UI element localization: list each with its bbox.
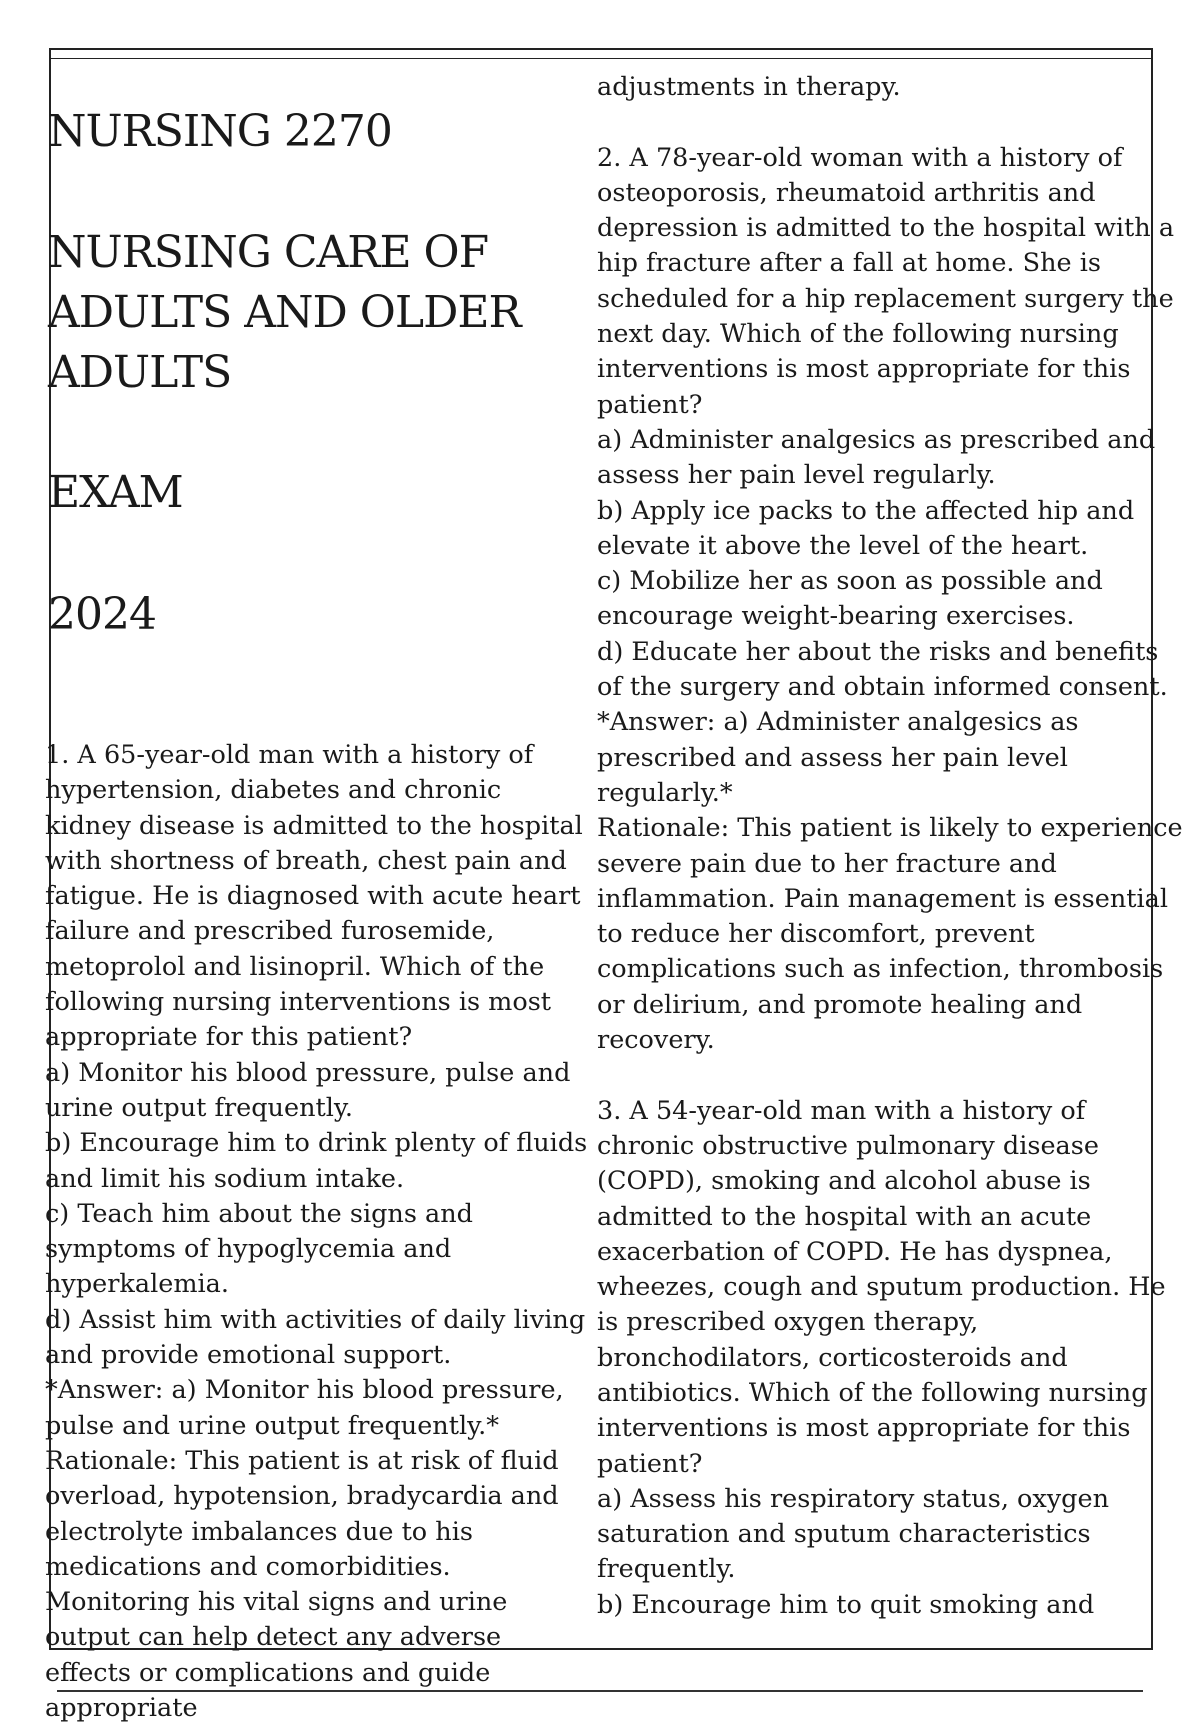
right-column <box>597 70 1187 1650</box>
course-title-line-1: NURSING CARE OF <box>48 227 489 278</box>
question-1-option-d: d) Assist him with activities of daily living and provide emotional support. <box>45 1304 586 1371</box>
exam-label: EXAM <box>48 467 183 518</box>
question-2-option-b: b) Apply ice packs to the affected hip and elevate it above the level of the heart. <box>597 495 1135 561</box>
question-3-stem: 3. A 54-year-old man with a history of chronic obstructive pulmonary disease (COPD), smoking and alcohol abuse is admitted to the hospital with an acute exacerbation of COPD. He has dyspnea, wheezes, cough and sputum production. He is prescribed oxygen therapy, bronchodilators, corticosteroids and antibiotics. Which of the following nursing interventions is most appropriate for this patient? <box>597 1095 1166 1479</box>
paragraph-gap <box>597 1058 1187 1093</box>
page-frame <box>45 48 1183 1724</box>
question-1-option-a: a) Monitor his blood pressure, pulse and urine output frequently. <box>45 1057 571 1123</box>
question-1-option-b: b) Encourage him to drink plenty of fluids and limit his sodium intake. <box>45 1128 588 1194</box>
paragraph-gap <box>597 105 1187 140</box>
question-1-answer: *Answer: a) Monitor his blood pressure, pulse and urine output frequently.* <box>45 1375 564 1441</box>
question-1-rationale-continued: adjustments in therapy. <box>597 72 901 102</box>
question-3 <box>597 1094 1187 1623</box>
question-1-option-c: c) Teach him about the signs and symptoms of hypoglycemia and hyperkalemia. <box>45 1198 473 1300</box>
question-1-rationale: Rationale: This patient is at risk of fluid overload, hypotension, bradycardia and electrolyte imbalances due to his medications and comorbidities. Monitoring his vital signs and urine output can help detect any adverse effects or complications and guide appropriate <box>45 1445 559 1724</box>
question-2-rationale: Rationale: This patient is likely to experience severe pain due to her fracture and inflammation. Pain management is essential to reduce her discomfort, prevent complications such as infection, thrombosis or delirium, and promote healing and recovery. <box>597 813 1183 1056</box>
exam-year: 2024 <box>48 589 156 640</box>
left-column <box>45 50 591 1724</box>
question-1 <box>45 738 593 1726</box>
question-2-stem: 2. A 78-year-old woman with a history of osteoporosis, rheumatoid arthritis and depression is admitted to the hospital with a hip fracture after a fall at home. She is scheduled for a hip replacement surgery the next day. Which of the following nursing interventions is most appropriate for this patient? <box>597 142 1175 420</box>
question-2-answer: *Answer: a) Administer analgesics as prescribed and assess her pain level regularly.* <box>597 707 1079 808</box>
question-3-option-a: a) Assess his respiratory status, oxygen saturation and sputum characteristics frequently. <box>597 1483 1110 1585</box>
course-title-line-2: ADULTS AND OLDER <box>48 287 521 338</box>
question-3-option-b: b) Encourage him to quit smoking and <box>597 1589 1095 1620</box>
question-2-option-c: c) Mobilize her as soon as possible and encourage weight-bearing exercises. <box>597 566 1103 632</box>
course-code: NURSING 2270 <box>48 106 392 157</box>
question-2 <box>597 141 1187 1059</box>
question-1-stem: 1. A 65-year-old man with a history of hypertension, diabetes and chronic kidney disease is admitted to the hospital with shortness of breath, chest pain and fatigue. He is diagnosed with acute heart failure and prescribed furosemide, metoprolol and lisinopril. Which of the following nursing interventions is most appropriate for this patient? <box>45 740 583 1053</box>
question-2-option-a: a) Administer analgesics as prescribed and assess her pain level regularly. <box>597 424 1156 491</box>
course-title-line-3: ADULTS <box>48 347 232 398</box>
question-2-option-d: d) Educate her about the risks and benefits of the surgery and obtain informed consent. <box>597 636 1168 703</box>
page-bottom-rule <box>57 1690 1143 1692</box>
